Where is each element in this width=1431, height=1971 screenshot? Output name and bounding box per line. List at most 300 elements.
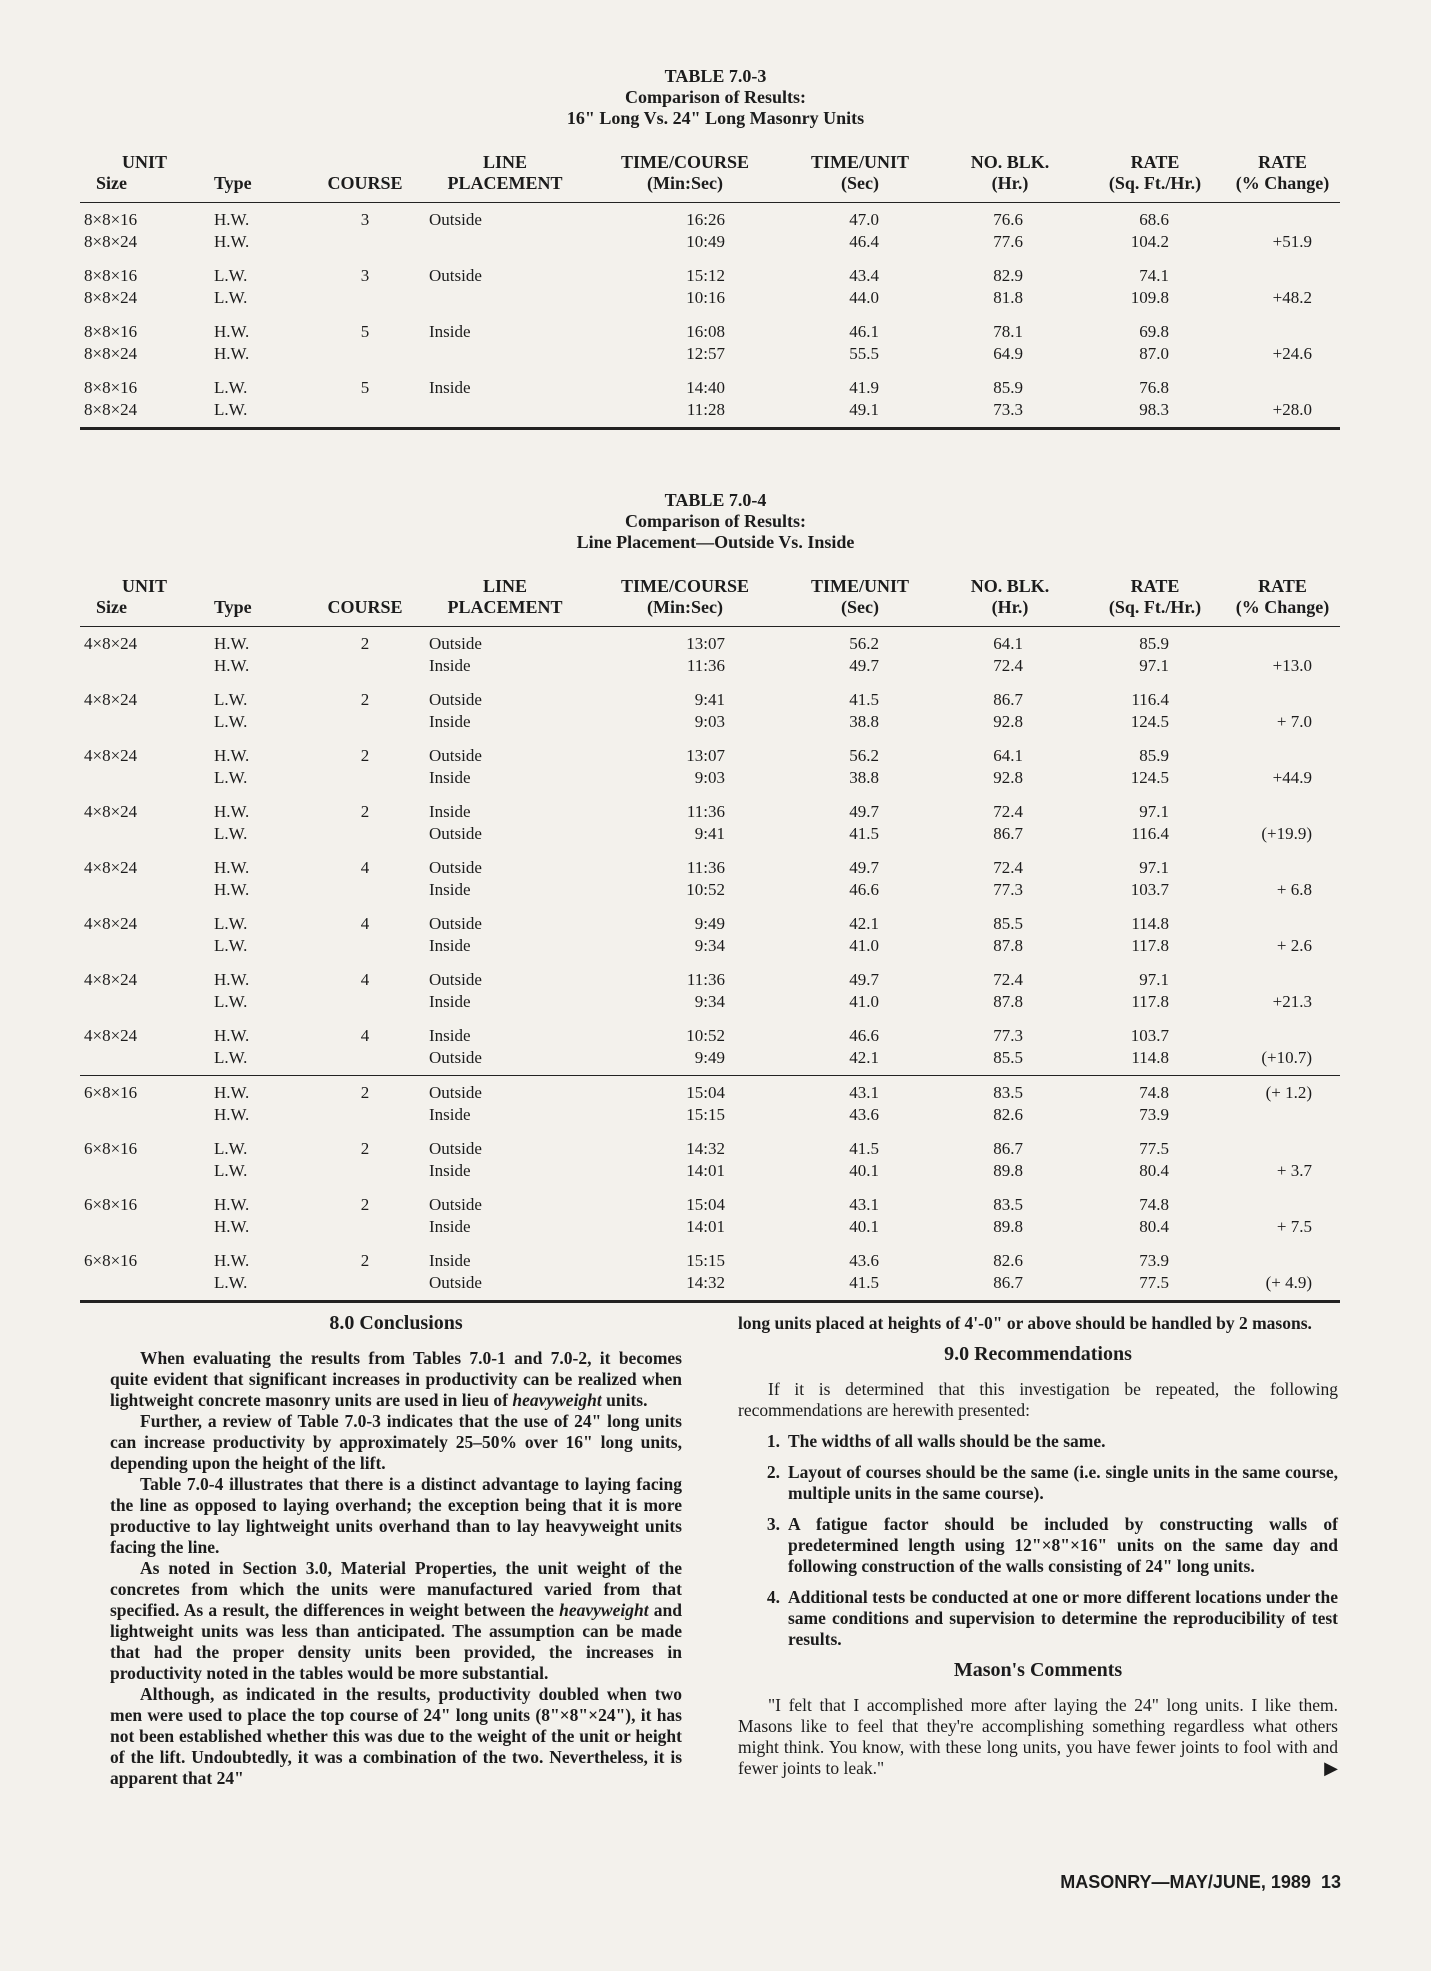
masons-quote: "I felt that I accomplished more after laying the 24" long units. I like them. Masons like to feel that they're accomplishing something regardless what others might think. You know, with these long units, you have fewer joints to fool with and fewer joints to leak." ▶ bbox=[738, 1695, 1338, 1778]
cell-place: Inside bbox=[429, 768, 471, 787]
cell-rate: 104.2 bbox=[1130, 232, 1169, 251]
cell-nb: 86.7 bbox=[993, 824, 1023, 843]
cell-size: 4×8×24 bbox=[84, 1026, 138, 1045]
header-time-course: TIME/COURSE (Min:Sec) bbox=[585, 576, 785, 627]
cell-tc: 15:04 bbox=[585, 1076, 785, 1105]
cell-type: L.W. bbox=[214, 824, 248, 843]
cell-nb: 85.5 bbox=[993, 914, 1023, 933]
cell-type: L.W. bbox=[214, 992, 248, 1011]
table-row bbox=[80, 1019, 1340, 1047]
recommendations-list bbox=[738, 1431, 1338, 1650]
table1-caption bbox=[0, 66, 1431, 129]
table-row bbox=[80, 795, 1340, 823]
cell-place: Outside bbox=[429, 824, 482, 843]
cell-type: L.W. bbox=[214, 288, 248, 307]
table-row bbox=[80, 1188, 1340, 1216]
cell-place: Outside bbox=[429, 914, 482, 933]
cell-tc: 13:07 bbox=[686, 746, 725, 765]
header-rate: RATE (Sq. Ft./Hr.) bbox=[1085, 152, 1225, 203]
cell-tc: 9:34 bbox=[694, 936, 725, 955]
cell-place: Outside bbox=[429, 1139, 482, 1158]
cell-rate: 74.8 bbox=[1139, 1195, 1169, 1214]
cell-rate: 124.5 bbox=[1130, 768, 1169, 787]
cell-size: 4×8×24 bbox=[84, 690, 138, 709]
cell-chg bbox=[1225, 1244, 1340, 1272]
cell-rate: 74.8 bbox=[1085, 1076, 1225, 1105]
cell-rate: 69.8 bbox=[1139, 322, 1169, 341]
table-row bbox=[80, 1272, 1340, 1302]
cell-chg: +51.9 bbox=[1272, 232, 1312, 251]
cell-rate: 114.8 bbox=[1131, 914, 1169, 933]
cell-rate: 85.9 bbox=[1139, 746, 1169, 765]
cell-tc: 11:36 bbox=[686, 970, 725, 989]
cell-tc: 10:49 bbox=[686, 232, 725, 251]
table-row bbox=[80, 1216, 1340, 1244]
cell-size: 6×8×16 bbox=[84, 1139, 138, 1158]
table2-subtitle: Comparison of Results: bbox=[624, 511, 806, 531]
table1 bbox=[80, 152, 1340, 430]
cell-course: 2 bbox=[360, 690, 370, 709]
table2-caption bbox=[0, 490, 1431, 553]
cell-nb: 72.4 bbox=[993, 858, 1023, 877]
cell-type: H.W. bbox=[214, 880, 250, 899]
cell-rate: 109.8 bbox=[1130, 288, 1169, 307]
cell-tu: 40.1 bbox=[849, 1161, 879, 1180]
cell-tc: 14:01 bbox=[686, 1161, 725, 1180]
cell-size: 8×8×24 bbox=[84, 344, 138, 363]
cell-tc: 14:32 bbox=[686, 1273, 725, 1292]
cell-nb: 86.7 bbox=[993, 1273, 1023, 1292]
header-no-blk: NO. BLK. (Hr.) bbox=[935, 152, 1085, 203]
cell-place: Inside bbox=[429, 1026, 471, 1045]
cell-tu: 41.5 bbox=[849, 1273, 879, 1292]
cell-tu: 41.0 bbox=[849, 936, 879, 955]
cell-course bbox=[305, 1104, 425, 1132]
cell-course bbox=[305, 1216, 425, 1244]
cell-tc: 13:07 bbox=[686, 634, 725, 653]
table-row bbox=[80, 1160, 1340, 1188]
cell-place: Outside bbox=[429, 266, 482, 285]
cell-tu: 43.6 bbox=[849, 1105, 879, 1124]
cell-course bbox=[305, 1272, 425, 1302]
cell-chg bbox=[1225, 683, 1340, 711]
table-row bbox=[80, 1244, 1340, 1272]
cell-place: Inside bbox=[429, 802, 471, 821]
table1-title: TABLE 7.0-3 bbox=[664, 66, 767, 86]
cell-type: L.W. bbox=[214, 1139, 248, 1158]
cell-tu: 43.1 bbox=[849, 1195, 879, 1214]
table-row bbox=[80, 203, 1340, 232]
table-row bbox=[80, 851, 1340, 879]
cell-type: H.W. bbox=[214, 802, 250, 821]
list-item: 3. A fatigue factor should be included by constructing walls of predetermined length using 12"×8"×16" units on the same day and following construction of the walls consisting of 24" long units. bbox=[766, 1514, 1338, 1576]
cell-tc: 16:08 bbox=[686, 322, 725, 341]
cell-rate: 97.1 bbox=[1139, 656, 1169, 675]
cell-type: L.W. bbox=[214, 936, 248, 955]
cell-place: Inside bbox=[429, 656, 471, 675]
cell-chg bbox=[1225, 739, 1340, 767]
cell-course: 2 bbox=[360, 634, 370, 653]
cell-nb: 82.6 bbox=[993, 1105, 1023, 1124]
cell-chg: + 2.6 bbox=[1276, 936, 1312, 955]
cell-type: H.W. bbox=[214, 746, 250, 765]
cell-nb: 77.6 bbox=[993, 232, 1023, 251]
table-row bbox=[80, 963, 1340, 991]
cell-nb: 85.9 bbox=[993, 378, 1023, 397]
cell-size bbox=[80, 1216, 210, 1244]
header-size: UNIT Size bbox=[80, 576, 210, 627]
cell-chg: + 6.8 bbox=[1276, 880, 1312, 899]
cell-place: Outside bbox=[429, 634, 482, 653]
cell-tu: 49.7 bbox=[849, 858, 879, 877]
cell-course: 4 bbox=[360, 858, 370, 877]
table-row bbox=[80, 991, 1340, 1019]
cell-rate: 103.7 bbox=[1130, 1026, 1169, 1045]
right-column bbox=[738, 1313, 1338, 1779]
cell-type: H.W. bbox=[214, 1105, 250, 1124]
cell-chg: + 7.0 bbox=[1276, 712, 1312, 731]
cell-rate: 80.4 bbox=[1139, 1217, 1169, 1236]
cell-chg bbox=[1225, 371, 1340, 399]
cell-tu: 38.8 bbox=[849, 712, 879, 731]
cell-size: 6×8×16 bbox=[84, 1251, 138, 1270]
cell-rate: 68.6 bbox=[1139, 210, 1169, 229]
cell-chg bbox=[1225, 1104, 1340, 1132]
cell-tu: 46.4 bbox=[849, 232, 879, 251]
conclusions-continued: long units placed at heights of 4'-0" or above should be handled by 2 masons. bbox=[738, 1313, 1312, 1333]
cell-nb: 86.7 bbox=[993, 690, 1023, 709]
footer-text: MASONRY—MAY/JUNE, 1989 bbox=[1060, 1872, 1311, 1892]
cell-course: 2 bbox=[360, 1139, 370, 1158]
cell-size bbox=[80, 1047, 210, 1076]
cell-size: 6×8×16 bbox=[84, 1195, 138, 1214]
cell-place: Inside bbox=[429, 322, 471, 341]
table-row bbox=[80, 655, 1340, 683]
cell-rate: 74.1 bbox=[1139, 266, 1169, 285]
cell-tc: 9:49 bbox=[694, 914, 725, 933]
cell-type: H.W. bbox=[210, 1076, 305, 1105]
cell-chg: +28.0 bbox=[1272, 400, 1312, 419]
table-row bbox=[80, 879, 1340, 907]
cell-course bbox=[305, 711, 425, 739]
cell-size: 8×8×24 bbox=[84, 288, 138, 307]
cell-tu: 49.7 bbox=[849, 970, 879, 989]
page-footer bbox=[1060, 1872, 1341, 1893]
cell-course: 4 bbox=[360, 970, 370, 989]
cell-type: H.W. bbox=[214, 970, 250, 989]
header-line: LINE PLACEMENT bbox=[425, 576, 585, 627]
cell-nb: 92.8 bbox=[993, 768, 1023, 787]
cell-chg bbox=[1225, 627, 1340, 656]
cell-tu: 46.6 bbox=[849, 880, 879, 899]
header-line: LINE PLACEMENT bbox=[425, 152, 585, 203]
cell-tu: 38.8 bbox=[849, 768, 879, 787]
cell-type: L.W. bbox=[214, 1048, 248, 1067]
header-course: COURSE bbox=[305, 152, 425, 203]
cell-course: 4 bbox=[360, 914, 370, 933]
cell-size bbox=[80, 1104, 210, 1132]
cell-nb: 86.7 bbox=[993, 1139, 1023, 1158]
conclusions-paragraph: Further, a review of Table 7.0-3 indicates that the use of 24" long units can increase productivity by approximately 25–50% over 16" long units, depending upon the height of the lift. bbox=[110, 1411, 682, 1473]
table-row bbox=[80, 767, 1340, 795]
continue-arrow-icon: ▶ bbox=[1324, 1758, 1338, 1778]
conclusions-paragraph: When evaluating the results from Tables 7.0-1 and 7.0-2, it becomes quite evident that significant increases in productivity can be realized when lightweight concrete masonry units are used in lieu of heavyweight units. bbox=[110, 1348, 682, 1410]
cell-course bbox=[305, 231, 425, 259]
cell-tc: 11:36 bbox=[686, 802, 725, 821]
cell-tu: 41.5 bbox=[849, 824, 879, 843]
table-row bbox=[80, 259, 1340, 287]
cell-nb: 89.8 bbox=[993, 1217, 1023, 1236]
cell-size: 8×8×16 bbox=[84, 266, 138, 285]
cell-tu: 56.2 bbox=[849, 746, 879, 765]
cell-tu: 41.0 bbox=[849, 992, 879, 1011]
cell-place: Inside bbox=[429, 936, 471, 955]
cell-tu: 44.0 bbox=[849, 288, 879, 307]
cell-course: 2 bbox=[305, 1076, 425, 1105]
cell-course bbox=[305, 343, 425, 371]
cell-tc: 9:34 bbox=[694, 992, 725, 1011]
cell-chg: (+ 1.2) bbox=[1225, 1076, 1340, 1105]
cell-place: Outside bbox=[429, 690, 482, 709]
cell-tc: 10:16 bbox=[686, 288, 725, 307]
cell-type: H.W. bbox=[214, 1251, 250, 1270]
cell-chg: (+10.7) bbox=[1261, 1048, 1312, 1067]
table-row bbox=[80, 935, 1340, 963]
cell-chg: (+ 4.9) bbox=[1265, 1273, 1312, 1292]
cell-rate: 117.8 bbox=[1131, 992, 1169, 1011]
cell-tu: 43.4 bbox=[849, 266, 879, 285]
cell-place: Outside bbox=[429, 746, 482, 765]
cell-place: Outside bbox=[429, 1273, 482, 1292]
cell-tu: 41.5 bbox=[849, 690, 879, 709]
cell-tc: 9:41 bbox=[694, 690, 725, 709]
cell-place: Inside bbox=[429, 712, 471, 731]
cell-tu: 42.1 bbox=[849, 1048, 879, 1067]
cell-size: 8×8×24 bbox=[84, 232, 138, 251]
cell-tc: 9:03 bbox=[694, 712, 725, 731]
cell-type: L.W. bbox=[214, 266, 248, 285]
cell-tu: 43.6 bbox=[849, 1251, 879, 1270]
table-row bbox=[80, 343, 1340, 371]
cell-tu: 46.1 bbox=[849, 322, 879, 341]
cell-size bbox=[80, 711, 210, 739]
cell-type: L.W. bbox=[214, 914, 248, 933]
table2-title: TABLE 7.0-4 bbox=[664, 490, 767, 510]
cell-place: Outside bbox=[429, 970, 482, 989]
cell-type: L.W. bbox=[214, 1161, 248, 1180]
cell-course: 3 bbox=[360, 210, 370, 229]
cell-type: L.W. bbox=[214, 768, 248, 787]
cell-tu: 49.7 bbox=[849, 802, 879, 821]
cell-nb: 87.8 bbox=[993, 936, 1023, 955]
header-type: Type bbox=[210, 152, 305, 203]
cell-rate: 117.8 bbox=[1131, 936, 1169, 955]
cell-tc: 15:15 bbox=[686, 1251, 725, 1270]
cell-course bbox=[305, 879, 425, 907]
cell-size: 8×8×16 bbox=[84, 378, 138, 397]
cell-nb: 64.9 bbox=[993, 344, 1023, 363]
cell-tc: 12:57 bbox=[686, 344, 725, 363]
header-rate: RATE (Sq. Ft./Hr.) bbox=[1085, 576, 1225, 627]
cell-rate: 97.1 bbox=[1139, 802, 1169, 821]
cell-rate: 103.7 bbox=[1130, 880, 1169, 899]
list-item: 1. The widths of all walls should be the same. bbox=[766, 1431, 1106, 1451]
cell-chg bbox=[1225, 851, 1340, 879]
cell-type: H.W. bbox=[214, 322, 250, 341]
cell-course: 5 bbox=[360, 378, 370, 397]
conclusions-paragraph: Although, as indicated in the results, productivity doubled when two men were used to place the top course of 24" long units (8"×8"×24"), it has not been established whether this was due to the weight of the unit or height of the lift. Undoubtedly, it was a combination of the two. Nevertheless, it is apparent that 24" bbox=[110, 1684, 682, 1788]
cell-rate: 97.1 bbox=[1139, 858, 1169, 877]
cell-place bbox=[425, 231, 585, 259]
cell-size bbox=[80, 1272, 210, 1302]
cell-place: Inside bbox=[429, 1105, 471, 1124]
cell-tu: 47.0 bbox=[849, 210, 879, 229]
cell-course: 2 bbox=[360, 1195, 370, 1214]
cell-tu: 41.5 bbox=[849, 1139, 879, 1158]
cell-size bbox=[80, 879, 210, 907]
cell-place: Outside bbox=[429, 1195, 482, 1214]
table-row bbox=[80, 371, 1340, 399]
cell-nb: 78.1 bbox=[993, 322, 1023, 341]
cell-type: H.W. bbox=[214, 344, 250, 363]
cell-size: 8×8×16 bbox=[84, 210, 138, 229]
cell-type: H.W. bbox=[214, 858, 250, 877]
cell-nb: 83.5 bbox=[935, 1076, 1085, 1105]
cell-chg bbox=[1225, 963, 1340, 991]
cell-nb: 72.4 bbox=[993, 656, 1023, 675]
cell-course bbox=[305, 823, 425, 851]
cell-size bbox=[80, 655, 210, 683]
cell-size: 6×8×16 bbox=[80, 1076, 210, 1105]
cell-type: H.W. bbox=[214, 634, 250, 653]
cell-course bbox=[305, 767, 425, 795]
table-row bbox=[80, 711, 1340, 739]
cell-size bbox=[80, 935, 210, 963]
cell-size bbox=[80, 991, 210, 1019]
cell-nb: 85.5 bbox=[993, 1048, 1023, 1067]
cell-type: L.W. bbox=[214, 1273, 248, 1292]
recommendations-intro: If it is determined that this investigation be repeated, the following recommendations are herewith presented: bbox=[738, 1379, 1338, 1420]
cell-size: 4×8×24 bbox=[84, 914, 138, 933]
table-row bbox=[80, 315, 1340, 343]
header-time-unit: TIME/UNIT (Sec) bbox=[785, 152, 935, 203]
cell-size: 4×8×24 bbox=[84, 970, 138, 989]
cell-course: 2 bbox=[360, 1251, 370, 1270]
cell-chg bbox=[1225, 203, 1340, 232]
cell-tc: 9:03 bbox=[694, 768, 725, 787]
cell-nb: 81.8 bbox=[993, 288, 1023, 307]
cell-nb: 92.8 bbox=[993, 712, 1023, 731]
cell-place: Inside bbox=[429, 378, 471, 397]
table-header bbox=[80, 576, 1340, 627]
cell-chg: +21.3 bbox=[1272, 992, 1312, 1011]
cell-size bbox=[80, 1160, 210, 1188]
table-row bbox=[80, 287, 1340, 315]
cell-rate: 77.5 bbox=[1139, 1273, 1169, 1292]
cell-tc: 15:15 bbox=[686, 1105, 725, 1124]
cell-rate: 98.3 bbox=[1139, 400, 1169, 419]
list-item: 4. Additional tests be conducted at one or more different locations under the same conditions and supervision to determine the reproducibility of test results. bbox=[766, 1587, 1338, 1649]
cell-tc: 14:01 bbox=[686, 1217, 725, 1236]
cell-tc: 10:52 bbox=[686, 1026, 725, 1045]
table-header bbox=[80, 152, 1340, 203]
cell-size: 8×8×24 bbox=[84, 400, 138, 419]
cell-type: H.W. bbox=[214, 232, 250, 251]
cell-chg: (+19.9) bbox=[1261, 824, 1312, 843]
cell-chg: + 7.5 bbox=[1276, 1217, 1312, 1236]
cell-course bbox=[305, 935, 425, 963]
cell-type: H.W. bbox=[214, 1026, 250, 1045]
cell-rate: 76.8 bbox=[1139, 378, 1169, 397]
header-rate-change: RATE (% Change) bbox=[1225, 576, 1340, 627]
table-row bbox=[80, 1104, 1340, 1132]
cell-tu: 40.1 bbox=[849, 1217, 879, 1236]
cell-tu: 42.1 bbox=[849, 914, 879, 933]
cell-chg: + 3.7 bbox=[1276, 1161, 1312, 1180]
cell-tu: 46.6 bbox=[849, 1026, 879, 1045]
header-rate-change: RATE (% Change) bbox=[1225, 152, 1340, 203]
cell-rate: 116.4 bbox=[1131, 690, 1169, 709]
masons-heading: Mason's Comments bbox=[953, 1659, 1123, 1681]
cell-size: 4×8×24 bbox=[84, 746, 138, 765]
cell-tc: 11:36 bbox=[686, 858, 725, 877]
cell-tc: 10:52 bbox=[686, 880, 725, 899]
cell-chg: +13.0 bbox=[1272, 656, 1312, 675]
cell-course: 4 bbox=[360, 1026, 370, 1045]
cell-chg bbox=[1225, 1188, 1340, 1216]
cell-tc: 14:40 bbox=[686, 378, 725, 397]
cell-type: L.W. bbox=[214, 712, 248, 731]
cell-course: 2 bbox=[360, 802, 370, 821]
cell-rate: 77.5 bbox=[1139, 1139, 1169, 1158]
cell-chg: +48.2 bbox=[1272, 288, 1312, 307]
cell-course bbox=[305, 399, 425, 429]
cell-size: 8×8×16 bbox=[84, 322, 138, 341]
table-row bbox=[80, 907, 1340, 935]
cell-place bbox=[425, 287, 585, 315]
cell-place: Inside bbox=[429, 1251, 471, 1270]
cell-tc: 9:49 bbox=[694, 1048, 725, 1067]
cell-rate: 114.8 bbox=[1131, 1048, 1169, 1067]
cell-chg: +24.6 bbox=[1272, 344, 1312, 363]
header-size: UNIT Size bbox=[80, 152, 210, 203]
cell-nb: 82.9 bbox=[993, 266, 1023, 285]
cell-course: 2 bbox=[360, 746, 370, 765]
page-number: 13 bbox=[1320, 1872, 1341, 1892]
table-row bbox=[80, 399, 1340, 429]
cell-size: 4×8×24 bbox=[84, 802, 138, 821]
cell-tu: 49.7 bbox=[849, 656, 879, 675]
cell-course: 5 bbox=[360, 322, 370, 341]
cell-place: Inside bbox=[429, 1217, 471, 1236]
cell-type: L.W. bbox=[214, 690, 248, 709]
cell-nb: 72.4 bbox=[993, 802, 1023, 821]
conclusions-paragraph: Table 7.0-4 illustrates that there is a distinct advantage to laying facing the line as opposed to laying overhand; the exception being that it is more productive to lay lightweight units overhand than to lay heavyweight units facing the line. bbox=[110, 1474, 682, 1557]
cell-nb: 77.3 bbox=[993, 1026, 1023, 1045]
cell-place: Inside bbox=[429, 1161, 471, 1180]
cell-place: Outside bbox=[429, 858, 482, 877]
table-row bbox=[80, 823, 1340, 851]
cell-place: Inside bbox=[429, 880, 471, 899]
conclusions-paragraph: As noted in Section 3.0, Material Properties, the unit weight of the concretes from which the units were manufactured varied from that specified. As a result, the differences in weight between the heavyweight and lightweight units was less than anticipated. The assumption can be made that had the proper density units been provided, the increases in productivity noted in the tables would be more substantial. bbox=[110, 1558, 682, 1683]
cell-tu: 56.2 bbox=[849, 634, 879, 653]
cell-tc: 15:04 bbox=[686, 1195, 725, 1214]
cell-rate: 87.0 bbox=[1139, 344, 1169, 363]
header-time-unit: TIME/UNIT (Sec) bbox=[785, 576, 935, 627]
table-row bbox=[80, 1047, 1340, 1076]
cell-chg: +44.9 bbox=[1272, 768, 1312, 787]
conclusions-heading: 8.0 Conclusions bbox=[329, 1312, 463, 1334]
